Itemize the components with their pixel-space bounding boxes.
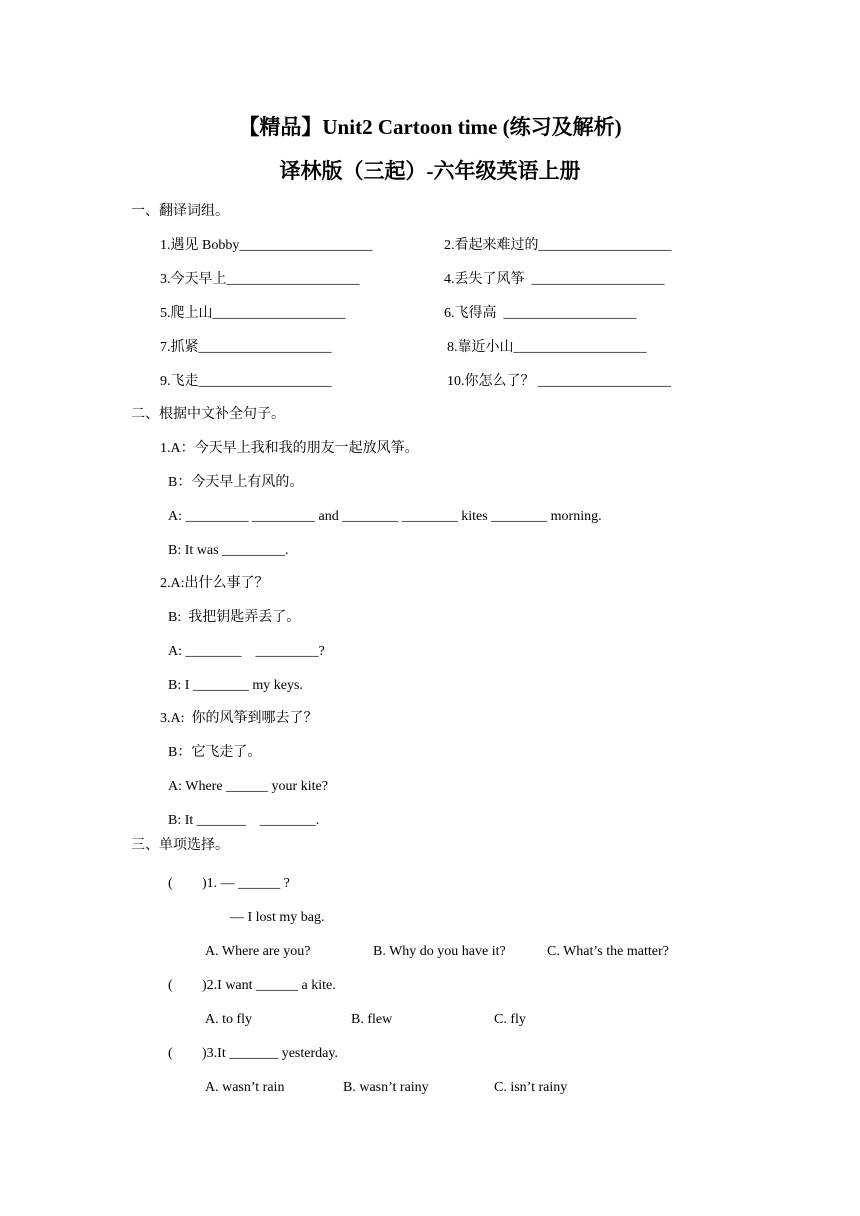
section2-heading: 二、根据中文补全句子。 — [131, 407, 285, 422]
section3-heading: 三、单项选择。 — [131, 838, 229, 853]
section1-item-2: 2.看起来难过的___________________ — [444, 238, 672, 253]
section2-line: B: I ________ my keys. — [168, 678, 303, 693]
q1-option-c: C. What’s the matter? — [547, 944, 669, 959]
q2-paren: ( — [168, 978, 173, 993]
section2-line: 3.A: 你的风筝到哪去了？ — [160, 711, 318, 726]
section2-line: 1.A：今天早上我和我的朋友一起放风筝。 — [160, 441, 419, 456]
section2-line: A: _________ _________ and ________ ________ kites ________ morning. — [168, 509, 602, 524]
q1-reply: — I lost my bag. — [230, 910, 325, 925]
section2-line: B: It _______ ________. — [168, 813, 320, 828]
q3-option-b: B. wasn’t rainy — [343, 1080, 429, 1095]
q1-option-a: A. Where are you? — [205, 944, 311, 959]
q3-option-c: C. isn’t rainy — [494, 1080, 568, 1095]
section1-item-10: 10.你怎么了？ ___________________ — [447, 374, 671, 389]
q3-option-a: A. wasn’t rain — [205, 1080, 285, 1095]
section2-line: A: ________ _________? — [168, 644, 325, 659]
section1-item-9: 9.飞走___________________ — [160, 374, 332, 389]
page-title: 【精品】Unit2 Cartoon time (练习及解析) — [238, 115, 622, 139]
q2-option-a: A. to fly — [205, 1012, 253, 1027]
section2-line: B: 我把钥匙弄丢了。 — [168, 610, 301, 625]
section1-item-6: 6.飞得高 ___________________ — [444, 306, 637, 321]
section1-item-3: 3.今天早上___________________ — [160, 272, 360, 287]
q1-option-b: B. Why do you have it? — [373, 944, 506, 959]
section1-item-4: 4.丢失了风筝 ___________________ — [444, 272, 665, 287]
section1-item-1: 1.遇见 Bobby___________________ — [160, 238, 373, 253]
q2-stem: )2.I want ______ a kite. — [202, 978, 336, 993]
section2-line: B：它飞走了。 — [168, 745, 262, 760]
section1-item-5: 5.爬上山___________________ — [160, 306, 346, 321]
section2-line: A: Where ______ your kite? — [168, 779, 328, 794]
section2-line: 2.A:出什么事了？ — [160, 576, 269, 591]
q1-paren: ( — [168, 876, 173, 891]
q1-stem: )1. — ______ ? — [202, 876, 290, 891]
section2-line: B: It was _________. — [168, 543, 289, 558]
page-subtitle: 译林版（三起）-六年级英语上册 — [279, 159, 581, 183]
q2-option-c: C. fly — [494, 1012, 526, 1027]
section1-item-7: 7.抓紧___________________ — [160, 340, 332, 355]
section1-item-8: 8.靠近小山___________________ — [447, 340, 647, 355]
section1-heading: 一、翻译词组。 — [131, 204, 229, 219]
section2-line: B：今天早上有风的。 — [168, 475, 304, 490]
q2-option-b: B. flew — [351, 1012, 393, 1027]
q3-paren: ( — [168, 1046, 173, 1061]
q3-stem: )3.It _______ yesterday. — [202, 1046, 338, 1061]
